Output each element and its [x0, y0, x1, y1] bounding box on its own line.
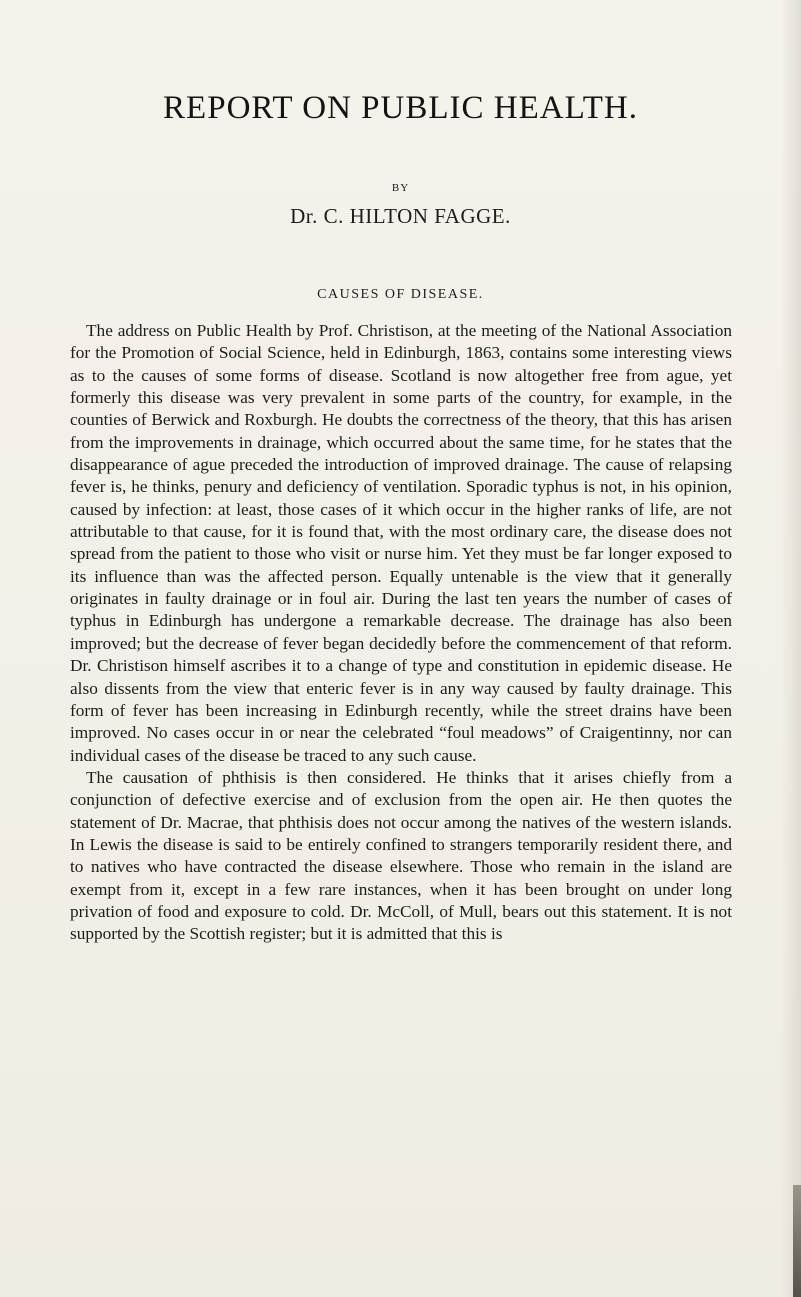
page-title: REPORT ON PUBLIC HEALTH.: [163, 90, 638, 126]
page-edge-mark: [793, 1185, 801, 1297]
byline: BY: [391, 182, 410, 194]
section-heading: CAUSES OF DISEASE.: [317, 287, 484, 302]
author-name: Dr. C. HILTON FAGGE.: [290, 204, 511, 228]
paragraph: The causation of phthisis is then considered. He thinks that it arises chiefly from a conjunction of defective exercise and of exclusion from the open air. He then quotes the statement of Dr. Macrae, that phthisis does not occur among the natives of the western islands. In Lewis the disease is said to be entirely confined to strangers temporarily resident there, and to natives who have contracted the disease elsewhere. Those who remain in the island are exempt from it, except in a few rare instances, when it has been brought on under long privation of food and exposure to cold. Dr. McColl, of Mull, bears out this statement. It is not supported by the Scottish register; but it is admitted that this is: [70, 767, 732, 944]
page-edge-shadow: [781, 0, 801, 1297]
paragraph: The address on Public Health by Prof. Christison, at the meeting of the National Association for the Promotion of Social Science, held in Edinburgh, 1863, contains some interesting views as to the causes of some forms of disease. Scotland is now altogether free from ague, yet formerly this disease was very prevalent in some parts of the country, for example, in the counties of Berwick and Roxburgh. He doubts the correctness of the theory, that this has arisen from the improvements in drainage, which occurred about the same time, for he states that the disappearance of ague preceded the introduction of improved drainage. The cause of relapsing fever is, he thinks, penury and deficiency of ventilation. Sporadic typhus is not, in his opinion, caused by infection: at least, those cases of it which occur in the higher ranks of life, are not attributable to that cause, for it is found that, with the most ordinary care, the disease does not spread from the patient to those who visit or nurse him. Yet they must be far longer exposed to its influence than was the affected person. Equally untenable is the view that it generally originates in faulty drainage or in foul air. During the last ten years the number of cases of typhus in Edinburgh has undergone a remarkable decrease. The drainage has also been improved; but the decrease of fever began decidedly before the commencement of that reform. Dr. Christison himself ascribes it to a change of type and constitution in epidemic disease. He also dissents from the view that enteric fever is in any way caused by faulty drainage. This form of fever has been increasing in Edinburgh recently, while the street drains have been improved. No cases occur in or near the celebrated “foul meadows” of Craigentinny, nor can individual cases of the disease be traced to any such cause.: [70, 321, 732, 765]
body-text: [70, 320, 732, 946]
